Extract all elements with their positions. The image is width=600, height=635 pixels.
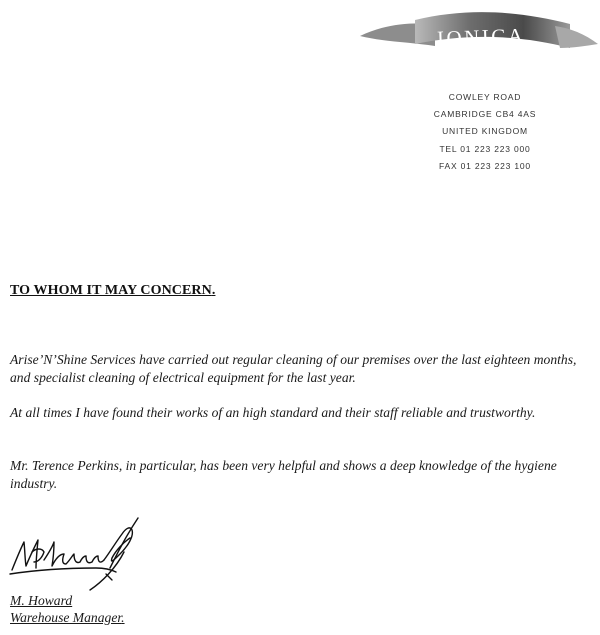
body-paragraph-2: At all times I have found their works of an high standard and their staff reliable and trustworthy. — [10, 405, 536, 420]
handwritten-signature — [6, 512, 156, 592]
ionica-logo — [355, 6, 600, 64]
letterhead-address — [420, 89, 550, 175]
logo-text: IONICA — [436, 23, 526, 51]
signer-title: Warehouse Manager — [10, 610, 122, 625]
address-line-street: COWLEY ROAD — [448, 92, 522, 102]
letter-heading — [10, 283, 215, 299]
address-line-city: CAMBRIDGE CB4 4AS — [433, 109, 537, 120]
address-line-fax: FAX 01 223 223 100 — [439, 160, 531, 171]
heading-period: . — [211, 283, 216, 298]
heading-text: TO WHOM IT MAY CONCERN — [10, 283, 212, 298]
signer-title-block — [10, 610, 125, 626]
signer-name: M. Howard — [10, 593, 73, 608]
address-line-tel: TEL 01 223 223 000 — [439, 143, 531, 154]
body-paragraph-1: Arise’N’Shine Services have carried out regular cleaning of our premises over the last eighteen months, and specialist cleaning of electrical equipment for the last year. — [10, 352, 577, 385]
body-paragraph-3: Mr. Terence Perkins, in particular, has been very helpful and shows a deep knowledge of the hygiene industry. — [10, 458, 557, 491]
signature-icon — [6, 512, 156, 592]
signer-title-period: . — [121, 610, 125, 625]
address-line-country: UNITED KINGDOM — [442, 126, 528, 137]
